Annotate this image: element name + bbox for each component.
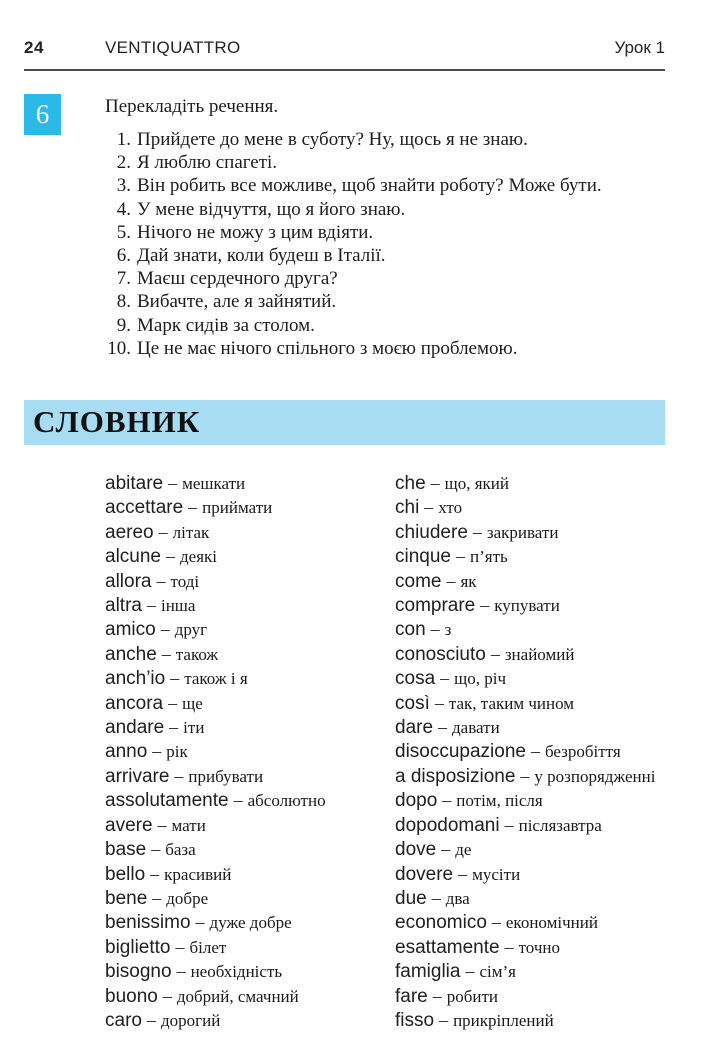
- vocab-term: con: [395, 619, 426, 641]
- vocab-entry: [105, 911, 395, 935]
- vocab-entry: [395, 716, 705, 740]
- vocab-term: chiudere: [395, 521, 468, 543]
- vocab-translation: літак: [172, 522, 210, 542]
- vocab-translation: точно: [518, 937, 560, 957]
- sentence-number: 1.: [116, 129, 131, 150]
- vocab-entry: [395, 496, 705, 520]
- vocab-translation: також: [175, 644, 219, 664]
- vocab-term: amico: [105, 619, 156, 641]
- dash-separator: –: [439, 1009, 449, 1030]
- vocab-entry: [395, 887, 705, 911]
- vocab-column-right: [395, 472, 705, 1033]
- vocab-translation: мусіти: [472, 864, 521, 884]
- vocab-entry: [105, 863, 395, 887]
- vocab-term: buono: [105, 985, 158, 1007]
- sentence-item: [97, 174, 602, 197]
- vocab-translation: післязавтра: [518, 815, 602, 835]
- sentence-number: 10.: [107, 337, 131, 359]
- vocab-term: bisogno: [105, 961, 172, 983]
- vocab-translation: давати: [452, 718, 500, 738]
- sentence-text: Я люблю спагеті.: [137, 152, 278, 174]
- vocab-translation: тоді: [170, 571, 200, 591]
- dash-separator: –: [233, 790, 243, 811]
- vocab-entry: [395, 570, 705, 594]
- vocab-translation: дуже добре: [209, 913, 292, 933]
- vocab-term: economico: [395, 912, 487, 934]
- vocab-translation: закривати: [486, 522, 559, 542]
- sentence-number: 2.: [116, 152, 131, 174]
- vocab-term: bene: [105, 887, 148, 909]
- vocab-term: benissimo: [105, 912, 191, 934]
- vocab-term: così: [395, 692, 430, 714]
- dash-separator: –: [431, 887, 441, 908]
- vocab-section-band: [24, 400, 665, 445]
- vocab-entry: [105, 667, 395, 691]
- dash-separator: –: [152, 741, 162, 762]
- dash-separator: –: [434, 692, 444, 713]
- vocab-translation: мати: [171, 815, 206, 835]
- dash-separator: –: [157, 814, 167, 835]
- vocab-term: famiglia: [395, 961, 461, 983]
- dash-separator: –: [472, 521, 482, 542]
- vocab-term: abitare: [105, 473, 164, 494]
- dash-separator: –: [175, 936, 185, 957]
- vocab-term: ancora: [105, 692, 164, 714]
- vocab-term: disoccupazione: [395, 741, 526, 763]
- dash-separator: –: [188, 497, 198, 518]
- vocab-entry: [105, 814, 395, 838]
- dash-separator: –: [465, 961, 475, 982]
- exercise-number-badge: 6: [24, 94, 61, 135]
- vocab-translation: білет: [189, 937, 227, 957]
- vocab-term: che: [395, 473, 426, 494]
- vocab-entry: [105, 887, 395, 911]
- vocab-entry: [105, 960, 395, 984]
- vocab-entry: [105, 570, 395, 594]
- dash-separator: –: [490, 643, 500, 664]
- vocab-translation: з: [444, 620, 452, 640]
- dash-separator: –: [430, 473, 440, 493]
- vocab-term: dare: [395, 717, 434, 739]
- dash-separator: –: [176, 961, 186, 982]
- dash-separator: –: [162, 985, 172, 1006]
- vocab-entry: [395, 960, 705, 984]
- sentence-text: Вибачте, але я зайнятий.: [137, 291, 337, 313]
- vocab-term: conosciuto: [395, 643, 486, 665]
- vocab-title: СЛОВНИК: [33, 403, 201, 439]
- sentence-list: [97, 128, 602, 360]
- vocab-entry: [105, 740, 395, 764]
- vocab-term: arrivare: [105, 765, 170, 787]
- vocab-term: come: [395, 570, 442, 592]
- vocab-translation: також і я: [184, 669, 248, 689]
- vocab-entry: [395, 863, 705, 887]
- vocab-term: altra: [105, 595, 142, 617]
- vocab-entry: [395, 692, 705, 716]
- vocab-entry: [105, 692, 395, 716]
- sentence-item: [97, 128, 602, 151]
- vocab-entry: [105, 716, 395, 740]
- dash-separator: –: [168, 473, 178, 493]
- sentence-text: Маєш сердечного друга?: [137, 268, 338, 290]
- sentence-text: Дай знати, коли будеш в Італії.: [137, 245, 386, 267]
- exercise-section: [24, 94, 684, 360]
- vocab-entry: [395, 985, 705, 1009]
- vocab-translation: безробіття: [544, 742, 621, 762]
- sentence-item: [97, 244, 602, 267]
- vocab-entry: [395, 545, 705, 569]
- vocab-entry: [105, 545, 395, 569]
- lesson-label: Урок 1: [614, 38, 665, 57]
- vocab-translation: економічний: [505, 913, 598, 933]
- vocab-translation: прибувати: [188, 766, 264, 786]
- vocab-translation: два: [445, 888, 470, 908]
- sentence-text: У мене відчуття, що я його знаю.: [137, 198, 406, 220]
- sentence-item: [97, 221, 602, 244]
- dash-separator: –: [424, 497, 434, 518]
- dash-separator: –: [491, 912, 501, 933]
- page-number: 24: [24, 38, 44, 57]
- dash-separator: –: [152, 887, 162, 908]
- vocab-translation: де: [455, 840, 472, 860]
- dash-separator: –: [530, 741, 540, 762]
- dash-separator: –: [504, 814, 514, 835]
- vocab-translation: дорогий: [160, 1010, 221, 1030]
- vocab-translation: купувати: [494, 596, 560, 616]
- vocab-term: assolutamente: [105, 790, 229, 812]
- vocab-term: cosa: [395, 668, 436, 690]
- vocab-entry: [395, 643, 705, 667]
- dash-separator: –: [146, 1009, 156, 1030]
- sentence-item: [97, 198, 602, 221]
- vocab-term: comprare: [395, 595, 476, 617]
- vocab-term: biglietto: [105, 936, 171, 958]
- vocab-translation: потім, після: [456, 791, 543, 811]
- dash-separator: –: [440, 668, 450, 689]
- vocab-entry: [395, 911, 705, 935]
- vocab-term: dovere: [395, 863, 454, 885]
- dash-separator: –: [168, 692, 178, 713]
- dash-separator: –: [151, 839, 161, 860]
- vocab-entry: [395, 936, 705, 960]
- vocab-translation: п’ять: [470, 547, 508, 567]
- vocab-entry: [395, 667, 705, 691]
- sentence-item: [97, 267, 602, 290]
- dash-separator: –: [458, 863, 468, 884]
- vocab-translation: у розпорядженні: [534, 766, 656, 786]
- dash-separator: –: [150, 863, 160, 884]
- dash-separator: –: [456, 546, 465, 567]
- sentence-item: [97, 290, 602, 313]
- sentence-item: [97, 151, 602, 174]
- vocab-translation: ще: [182, 693, 203, 713]
- sentence-number: 4.: [116, 198, 131, 220]
- vocab-term: anch’io: [105, 668, 166, 690]
- vocab-translation: іти: [183, 718, 205, 738]
- sentence-number: 9.: [116, 314, 131, 336]
- vocab-entry: [105, 838, 395, 862]
- vocab-term: a disposizione: [395, 765, 516, 787]
- dash-separator: –: [146, 595, 156, 616]
- vocab-term: accettare: [105, 497, 184, 519]
- vocab-entry: [105, 1009, 395, 1033]
- vocab-entry: [105, 985, 395, 1009]
- dash-separator: –: [504, 936, 514, 957]
- vocab-entry: [395, 618, 705, 642]
- sentence-number: 6.: [116, 245, 131, 267]
- dash-separator: –: [195, 912, 205, 933]
- sentence-text: Це не має нічого спільного з моєю проблемою.: [137, 337, 518, 359]
- vocab-term: cinque: [395, 546, 451, 568]
- vocab-translation: як: [460, 571, 477, 591]
- vocab-column-left: [105, 472, 395, 1033]
- dash-separator: –: [174, 765, 184, 786]
- vocab-translation: прикріплений: [453, 1010, 554, 1030]
- vocab-term: esattamente: [395, 936, 500, 958]
- sentence-text: Прийдете до мене в суботу? Ну, щось я не знаю.: [137, 129, 528, 150]
- page-number-word: VENTIQUATTRO: [105, 38, 241, 57]
- vocab-translation: рік: [166, 742, 188, 762]
- vocab-translation: сім’я: [479, 962, 516, 982]
- dash-separator: –: [430, 619, 440, 640]
- vocab-entry: [105, 765, 395, 789]
- vocab-translation: знайомий: [504, 644, 575, 664]
- sentence-number: 8.: [116, 291, 131, 313]
- vocab-translation: необхідність: [190, 962, 283, 982]
- vocab-translation: красивий: [164, 864, 232, 884]
- page-header: [24, 38, 665, 71]
- vocab-term: chi: [395, 497, 420, 519]
- vocab-entry: [395, 765, 705, 789]
- vocab-entry: [395, 838, 705, 862]
- vocab-translation: робити: [446, 986, 499, 1006]
- vocab-entry: [105, 496, 395, 520]
- vocab-term: fare: [395, 985, 428, 1007]
- sentence-number: 7.: [116, 268, 131, 290]
- vocab-term: due: [395, 887, 427, 909]
- vocab-entry: [105, 521, 395, 545]
- vocab-translation: хто: [438, 498, 463, 518]
- dash-separator: –: [158, 521, 168, 542]
- sentence-item: [97, 337, 602, 360]
- vocab-term: alcune: [105, 546, 161, 568]
- vocab-term: caro: [105, 1009, 142, 1031]
- vocab-term: dove: [395, 839, 437, 861]
- vocab-term: base: [105, 839, 147, 861]
- sentence-text: Марк сидів за столом.: [137, 314, 315, 336]
- vocab-entry: [395, 472, 705, 496]
- dash-separator: –: [442, 790, 452, 811]
- exercise-body: [105, 94, 602, 360]
- vocab-term: andare: [105, 717, 165, 739]
- vocab-translation: що, який: [444, 474, 510, 493]
- vocab-term: avere: [105, 814, 153, 836]
- vocab-translation: друг: [174, 620, 208, 640]
- vocab-list: [105, 472, 705, 1033]
- dash-separator: –: [170, 668, 180, 689]
- vocab-entry: [105, 643, 395, 667]
- vocab-entry: [105, 472, 395, 496]
- exercise-instruction: Перекладіть речення.: [105, 96, 279, 117]
- vocab-translation: деякі: [180, 547, 217, 567]
- sentence-item: [97, 314, 602, 337]
- vocab-translation: так, таким чином: [448, 693, 575, 713]
- vocab-entry: [105, 594, 395, 618]
- vocab-entry: [395, 594, 705, 618]
- vocab-term: dopo: [395, 790, 438, 812]
- vocab-entry: [105, 789, 395, 813]
- vocab-term: fisso: [395, 1009, 435, 1031]
- vocab-translation: добре: [166, 888, 209, 908]
- sentence-number: 5.: [116, 221, 131, 243]
- sentence-text: Нічого не можу з цим вдіяти.: [137, 221, 374, 243]
- vocab-entry: [395, 1009, 705, 1033]
- vocab-term: dopodomani: [395, 814, 500, 836]
- vocab-translation: добрий, смачний: [176, 986, 299, 1006]
- vocab-term: aereo: [105, 521, 154, 543]
- vocab-term: bello: [105, 863, 146, 885]
- dash-separator: –: [432, 985, 442, 1006]
- vocab-translation: інша: [160, 596, 196, 616]
- sentence-text: Він робить все можливе, щоб знайти роботу? Може бути.: [137, 175, 602, 197]
- vocab-term: anche: [105, 643, 157, 665]
- sentence-number: 3.: [116, 175, 131, 197]
- vocab-entry: [105, 936, 395, 960]
- vocab-entry: [105, 618, 395, 642]
- dash-separator: –: [480, 595, 490, 616]
- vocab-translation: приймати: [202, 498, 273, 518]
- vocab-term: anno: [105, 741, 148, 763]
- dash-separator: –: [160, 619, 170, 640]
- vocab-entry: [395, 740, 705, 764]
- vocab-entry: [395, 789, 705, 813]
- dash-separator: –: [441, 839, 451, 860]
- vocab-translation: база: [165, 840, 196, 860]
- vocab-translation: абсолютно: [247, 791, 326, 811]
- vocab-entry: [395, 814, 705, 838]
- dash-separator: –: [446, 570, 456, 591]
- vocab-entry: [395, 521, 705, 545]
- dash-separator: –: [169, 717, 179, 738]
- dash-separator: –: [161, 643, 171, 664]
- dash-separator: –: [438, 717, 448, 738]
- dash-separator: –: [520, 765, 530, 786]
- dash-separator: –: [156, 570, 166, 591]
- vocab-translation: мешкати: [182, 474, 246, 493]
- vocab-translation: що, річ: [454, 669, 507, 689]
- vocab-term: allora: [105, 570, 152, 592]
- dash-separator: –: [166, 546, 175, 567]
